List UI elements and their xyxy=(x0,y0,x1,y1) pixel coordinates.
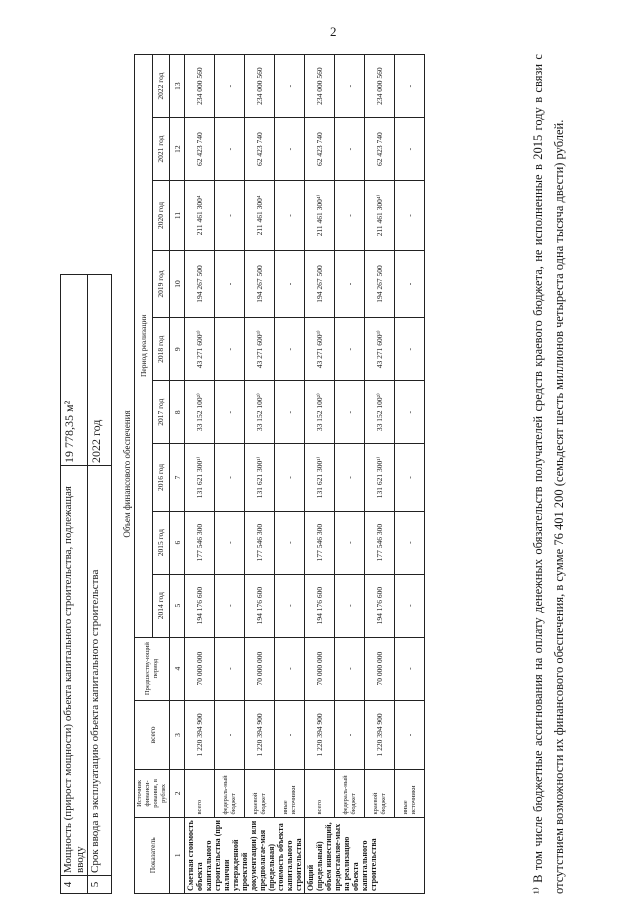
value-cell: - xyxy=(395,637,425,700)
table-row xyxy=(185,55,215,894)
value-cell: - xyxy=(275,55,305,118)
source-label: федераль-ный бюджет xyxy=(215,770,245,817)
source-label: всего xyxy=(305,770,335,817)
column-number: 7 xyxy=(170,444,185,511)
value-cell: - xyxy=(335,637,365,700)
value-cell: 33 152 100²⁾ xyxy=(185,381,215,444)
value-cell: 194 176 600 xyxy=(245,574,275,637)
value-cell: - xyxy=(215,55,245,118)
column-number: 2 xyxy=(170,770,185,817)
value-cell: - xyxy=(335,55,365,118)
header-year: 2014 год xyxy=(152,574,170,637)
value-cell: - xyxy=(335,318,365,381)
value-cell: - xyxy=(275,700,305,770)
value-cell: 62 423 740 xyxy=(305,118,335,181)
info-row xyxy=(88,275,112,894)
table-row xyxy=(305,55,335,894)
value-cell: 1 220 394 900 xyxy=(305,700,335,770)
value-cell: 131 621 300¹⁾ xyxy=(365,444,395,511)
info-row-number: 4 xyxy=(61,876,88,894)
value-cell: - xyxy=(395,118,425,181)
column-number: 12 xyxy=(170,118,185,181)
column-number: 4 xyxy=(170,637,185,700)
value-cell: - xyxy=(275,574,305,637)
header-year: 2018 год xyxy=(152,318,170,381)
column-number: 13 xyxy=(170,55,185,118)
column-number: 9 xyxy=(170,318,185,381)
header-year: 2022 год xyxy=(152,55,170,118)
value-cell: 70 000 000 xyxy=(185,637,215,700)
table-row xyxy=(335,55,365,894)
value-cell: 194 176 600 xyxy=(185,574,215,637)
value-cell: 62 423 740 xyxy=(245,118,275,181)
table-row xyxy=(275,55,305,894)
value-cell: 234 000 560 xyxy=(245,55,275,118)
header-indicator: Показатель xyxy=(135,817,170,893)
header-year: 2017 год xyxy=(152,381,170,444)
rotated-document-sheet xyxy=(60,44,620,904)
value-cell: - xyxy=(335,381,365,444)
table-row xyxy=(215,55,245,894)
value-cell: - xyxy=(215,181,245,251)
value-cell: 1 220 394 900 xyxy=(245,700,275,770)
table-row xyxy=(395,55,425,894)
value-cell: - xyxy=(215,444,245,511)
value-cell: 62 423 740 xyxy=(185,118,215,181)
column-number: 10 xyxy=(170,250,185,317)
value-cell: - xyxy=(395,381,425,444)
value-cell: - xyxy=(215,700,245,770)
value-cell: 43 271 600³⁾ xyxy=(185,318,215,381)
value-cell: 234 000 560 xyxy=(305,55,335,118)
value-cell: 194 267 500 xyxy=(245,250,275,317)
header-year: 2015 год xyxy=(152,511,170,574)
header-total: всего xyxy=(135,700,170,770)
financing-table-title: Объем финансового обеспечения xyxy=(122,410,132,538)
value-cell: 177 546 300 xyxy=(365,511,395,574)
value-cell: 70 000 000 xyxy=(365,637,395,700)
value-cell: - xyxy=(215,381,245,444)
value-cell: 194 176 600 xyxy=(365,574,395,637)
value-cell: - xyxy=(335,181,365,251)
value-cell: 194 176 600 xyxy=(305,574,335,637)
value-cell: - xyxy=(395,250,425,317)
value-cell: - xyxy=(395,574,425,637)
value-cell: 211 461 300⁴⁾ xyxy=(365,181,395,251)
column-number: 1 xyxy=(170,817,185,893)
info-row-value: 2022 год xyxy=(88,275,112,466)
value-cell: 234 000 560 xyxy=(185,55,215,118)
value-cell: 1 220 394 900 xyxy=(365,700,395,770)
indicator-label: Общий (предельный) объем инвестиций, предоставляе-мых на реализацию объекта капитального строительства xyxy=(305,817,425,893)
value-cell: - xyxy=(335,700,365,770)
value-cell: 33 152 100²⁾ xyxy=(245,381,275,444)
indicator-label: Сметная стоимость объекта капитального строительства (при наличии утвержденной проектной документации) или предполагае-мая (предельная) стоимость объекта капитального строительства xyxy=(185,817,305,893)
info-row-number: 5 xyxy=(88,876,112,894)
value-cell: - xyxy=(275,318,305,381)
table-row xyxy=(365,55,395,894)
info-row-text: Срок ввода в эксплуатацию объекта капитального строительства xyxy=(88,466,112,876)
value-cell: - xyxy=(275,181,305,251)
header-period: Период реализации xyxy=(135,55,153,638)
value-cell: - xyxy=(215,118,245,181)
header-year: 2019 год xyxy=(152,250,170,317)
value-cell: 194 267 500 xyxy=(305,250,335,317)
value-cell: - xyxy=(395,318,425,381)
value-cell: - xyxy=(275,637,305,700)
value-cell: - xyxy=(335,444,365,511)
source-label: краевой бюджет xyxy=(245,770,275,817)
table-row xyxy=(245,55,275,894)
value-cell: 131 621 300¹⁾ xyxy=(185,444,215,511)
column-number: 8 xyxy=(170,381,185,444)
column-number: 3 xyxy=(170,700,185,770)
value-cell: 62 423 740 xyxy=(365,118,395,181)
value-cell: 1 220 394 900 xyxy=(185,700,215,770)
value-cell: 43 271 600³⁾ xyxy=(365,318,395,381)
source-label: федераль-ный бюджет xyxy=(335,770,365,817)
value-cell: 194 267 500 xyxy=(185,250,215,317)
column-number: 6 xyxy=(170,511,185,574)
value-cell: 211 461 300⁴ xyxy=(245,181,275,251)
value-cell: - xyxy=(395,55,425,118)
source-label: всего xyxy=(185,770,215,817)
value-cell: 177 546 300 xyxy=(245,511,275,574)
value-cell: - xyxy=(335,250,365,317)
value-cell: 234 000 560 xyxy=(365,55,395,118)
value-cell: - xyxy=(215,574,245,637)
value-cell: - xyxy=(275,250,305,317)
value-cell: 211 461 300⁴⁾ xyxy=(305,181,335,251)
header-previous-period: Предшеству-ющий период xyxy=(135,637,170,700)
header-source: Источник финанси-рования, в рублях xyxy=(135,770,170,817)
column-number: 5 xyxy=(170,574,185,637)
value-cell: 131 621 300¹⁾ xyxy=(305,444,335,511)
info-row xyxy=(61,275,88,894)
value-cell: - xyxy=(395,511,425,574)
value-cell: - xyxy=(275,118,305,181)
value-cell: - xyxy=(215,637,245,700)
value-cell: - xyxy=(395,444,425,511)
page-number: 2 xyxy=(330,24,337,39)
value-cell: 211 461 300⁴ xyxy=(185,181,215,251)
value-cell: 194 267 500 xyxy=(365,250,395,317)
value-cell: 33 152 100²⁾ xyxy=(305,381,335,444)
value-cell: 70 000 000 xyxy=(245,637,275,700)
value-cell: - xyxy=(215,511,245,574)
info-row-value: 19 778,35 м² xyxy=(61,275,88,466)
info-row-text: Мощность (прирост мощности) объекта капитального строительства, подлежащая вводу xyxy=(61,466,88,876)
value-cell: - xyxy=(215,250,245,317)
source-label: краевой бюджет xyxy=(365,770,395,817)
value-cell: 70 000 000 xyxy=(305,637,335,700)
object-info-table xyxy=(60,274,112,894)
value-cell: 33 152 100²⁾ xyxy=(365,381,395,444)
value-cell: - xyxy=(335,118,365,181)
column-number: 11 xyxy=(170,181,185,251)
value-cell: 131 621 300¹⁾ xyxy=(245,444,275,511)
header-year: 2021 год xyxy=(152,118,170,181)
value-cell: - xyxy=(275,511,305,574)
value-cell: 43 271 600³⁾ xyxy=(305,318,335,381)
value-cell: - xyxy=(395,181,425,251)
financing-table xyxy=(134,54,425,894)
footnote: ¹⁾ В том числе бюджетные ассигнования на оплату денежных обязательств получателей средств краевого бюджета, не исполненные в 2015 году в связи с отсутствием возможности их финансового обеспечения, в сумме 76 401 200 (семьдесят шесть миллионов четыреста одна тысяча двести) рублей. xyxy=(531,54,566,894)
source-label: иные источники xyxy=(395,770,425,817)
value-cell: - xyxy=(215,318,245,381)
value-cell: 177 546 300 xyxy=(305,511,335,574)
value-cell: - xyxy=(395,700,425,770)
value-cell: - xyxy=(275,381,305,444)
value-cell: 177 546 300 xyxy=(185,511,215,574)
header-year: 2016 год xyxy=(152,444,170,511)
value-cell: 43 271 600³⁾ xyxy=(245,318,275,381)
value-cell: - xyxy=(335,574,365,637)
header-year: 2020 год xyxy=(152,181,170,251)
value-cell: - xyxy=(275,444,305,511)
value-cell: - xyxy=(335,511,365,574)
source-label: иные источники xyxy=(275,770,305,817)
